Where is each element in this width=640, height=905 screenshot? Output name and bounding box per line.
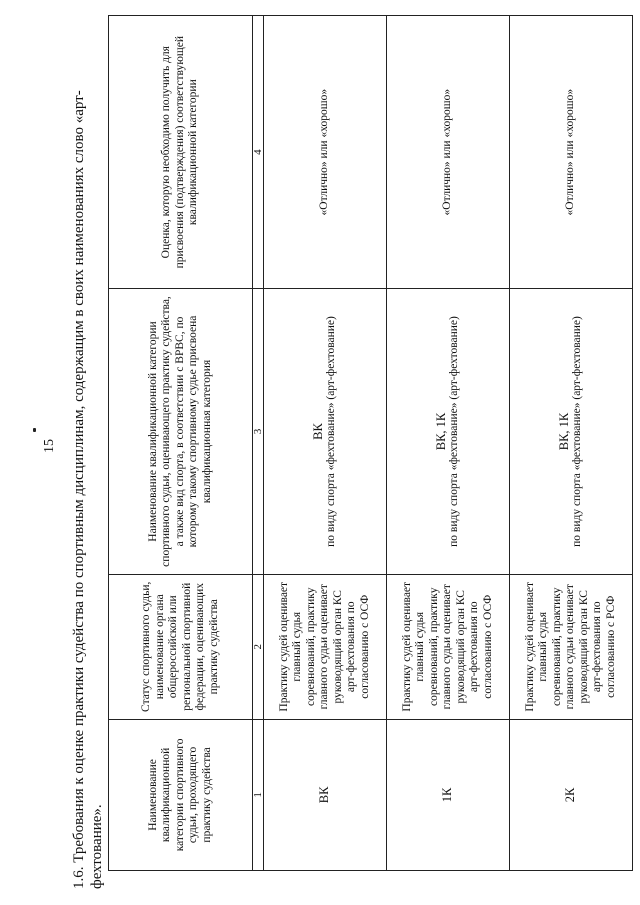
row-evaluator [510,289,633,574]
row-grade: «Отлично» или «хорошо» [510,16,633,289]
row-grade: «Отлично» или «хорошо» [264,16,387,289]
evaluator-category: ВК [310,423,325,440]
table-row [387,16,510,871]
header-status: Статус спортивного судьи, наименование органа общероссийской или региональной спортивной федерации, оценивающих практику судейства [109,574,253,719]
table-row [264,16,387,871]
evaluator-sport: по виду спорта «фехтование» (арт-фехтование) [571,316,583,547]
row-grade: «Отлично» или «хорошо» [387,16,510,289]
header-category: Наименование квалификационной категории спортивного судьи, проходящего практику судейства [109,719,253,870]
table-row [510,16,633,871]
row-status: Практику судей оценивает главный судья соревнований, практику главного судьи оценивает руководящий орган КС арт-фехтования по согласованию с ОСФ [264,574,387,719]
column-number: 2 [253,574,264,719]
section-heading: 1.6. Требования к оценке практики судейства по спортивным дисциплинам, содержащим в своих наименованиях слово «арт-фехтование». [71,90,105,889]
evaluator-sport: по виду спорта «фехтование» (арт-фехтование) [448,316,460,547]
row-evaluator [264,289,387,574]
column-number: 1 [253,719,264,870]
scan-dot-mark [33,428,36,432]
evaluator-sport: по виду спорта «фехтование» (арт-фехтование) [325,316,337,547]
column-number: 4 [253,16,264,289]
row-category: ВК [264,719,387,870]
header-grade: Оценка, которую необходимо получить для присвоения (подтверждения) соответствующей квалификационной категории [109,16,253,289]
page-number: 15 [42,439,57,453]
row-status: Практику судей оценивает главный судья соревнований, практику главного судьи оценивает руководящий орган КС арт-фехтования по согласованию с ОСФ [387,574,510,719]
column-number-row [253,16,264,871]
rotated-page-content [50,15,640,895]
evaluator-category: ВК, 1К [433,412,448,451]
row-evaluator [387,289,510,574]
header-evaluator-category: Наименование квалификационной категории спортивного судьи, оценивающего практику судейства, а также вид спорта, в соответствии с ВРВС, по которому такому спортивному судье присвоена квалификационная категория [109,289,253,574]
row-category: 2К [510,719,633,870]
judging-requirements-table [108,15,633,871]
column-number: 3 [253,289,264,574]
row-status: Практику судей оценивает главный судья соревнований, практику главного судьи оценивает руководящий орган КС арт-фехтования по согласованию с РСФ [510,574,633,719]
table-header-row [109,16,253,871]
evaluator-category: ВК, 1К [556,412,571,451]
row-category: 1К [387,719,510,870]
